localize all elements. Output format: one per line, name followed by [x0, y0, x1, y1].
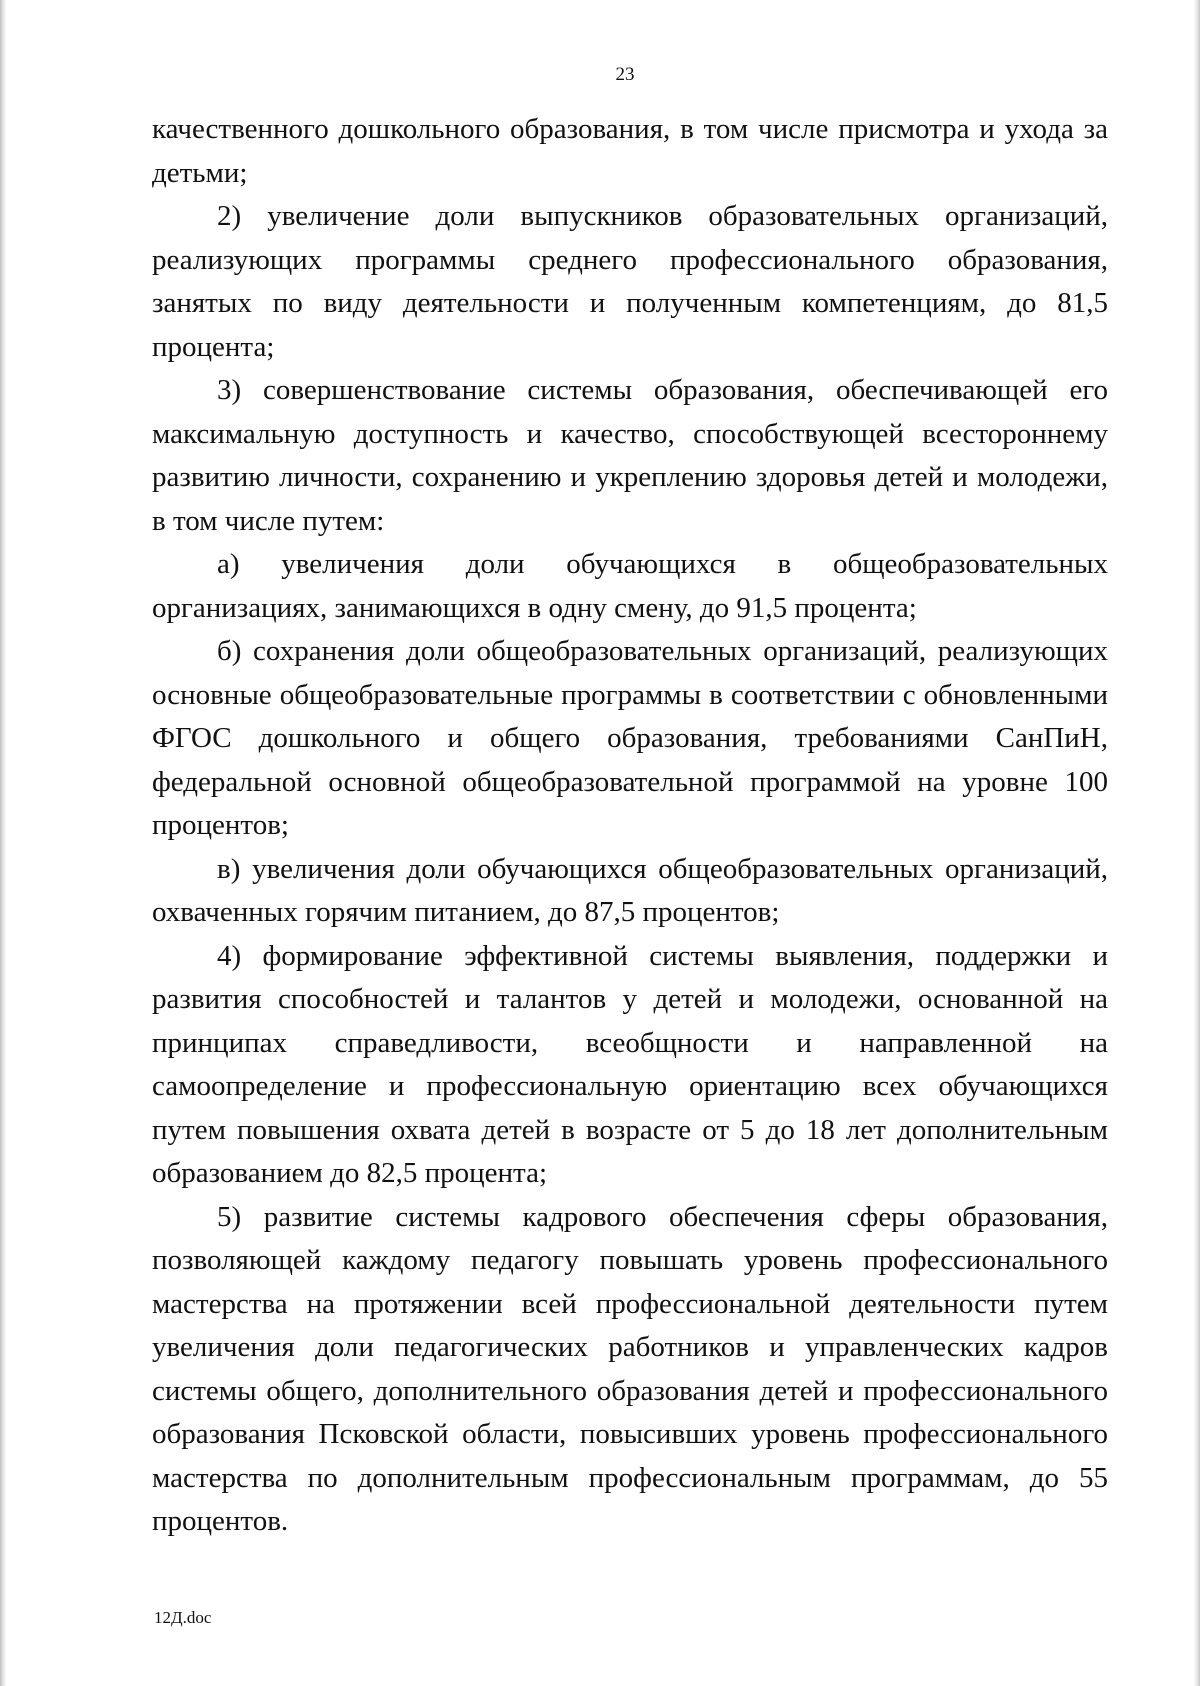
- page-number: 23: [615, 64, 635, 85]
- paragraph-item-4: 4) формирование эффективной системы выявления, поддержки и развития способностей и талантов у детей и молодежи, основанной на принципах справедливости, всеобщности и направленной на самоопределение и профессиональную ориентацию всех обучающихся путем повышения охвата детей в возрасте от 5 до 18 лет дополнительным образованием до 82,5 процента;: [152, 939, 1108, 1189]
- document-body: [152, 108, 1108, 1544]
- paragraph-subitem-b: б) сохранения доли общеобразовательных организаций, реализующих основные общеобразовательные программы в соответствии с обновленными ФГОС дошкольного и общего образования, требованиями СанПиН, федеральной основной общеобразовательной программой на уровне 100 процентов;: [152, 635, 1108, 841]
- paragraph-continuation: качественного дошкольного образования, в том числе присмотра и ухода за детьми;: [152, 113, 1108, 189]
- scan-edge-right: [1194, 0, 1200, 1686]
- paragraph-item-5: 5) развитие системы кадрового обеспечения сферы образования, позволяющей каждому педагогу повышать уровень профессионального мастерства на протяжении всей профессиональной деятельности путем увеличения доли педагогических работников и управленческих кадров системы общего, дополнительного образования детей и профессионального образования Псковской области, повысивших уровень профессионального мастерства по дополнительным профессиональным программам, до 55 процентов.: [152, 1200, 1108, 1537]
- paragraph-item-3: 3) совершенствование системы образования, обеспечивающей его максимальную доступность и качество, способствующей всестороннему развитию личности, сохранению и укреплению здоровья детей и молодежи, в том числе путем:: [152, 374, 1108, 537]
- footer-filename: 12Д.doc: [154, 1608, 212, 1627]
- paragraph-subitem-a: а) увеличения доли обучающихся в общеобразовательных организациях, занимающихся в одну смену, до 91,5 процента;: [152, 548, 1108, 624]
- paragraph-item-2: 2) увеличение доли выпускников образовательных организаций, реализующих программы среднего профессионального образования, занятых по виду деятельности и полученным компетенциям, до 81,5 процента;: [152, 200, 1108, 363]
- scan-edge-left: [0, 0, 6, 1686]
- paragraph-subitem-v: в) увеличения доли обучающихся общеобразовательных организаций, охваченных горячим питанием, до 87,5 процентов;: [152, 852, 1108, 928]
